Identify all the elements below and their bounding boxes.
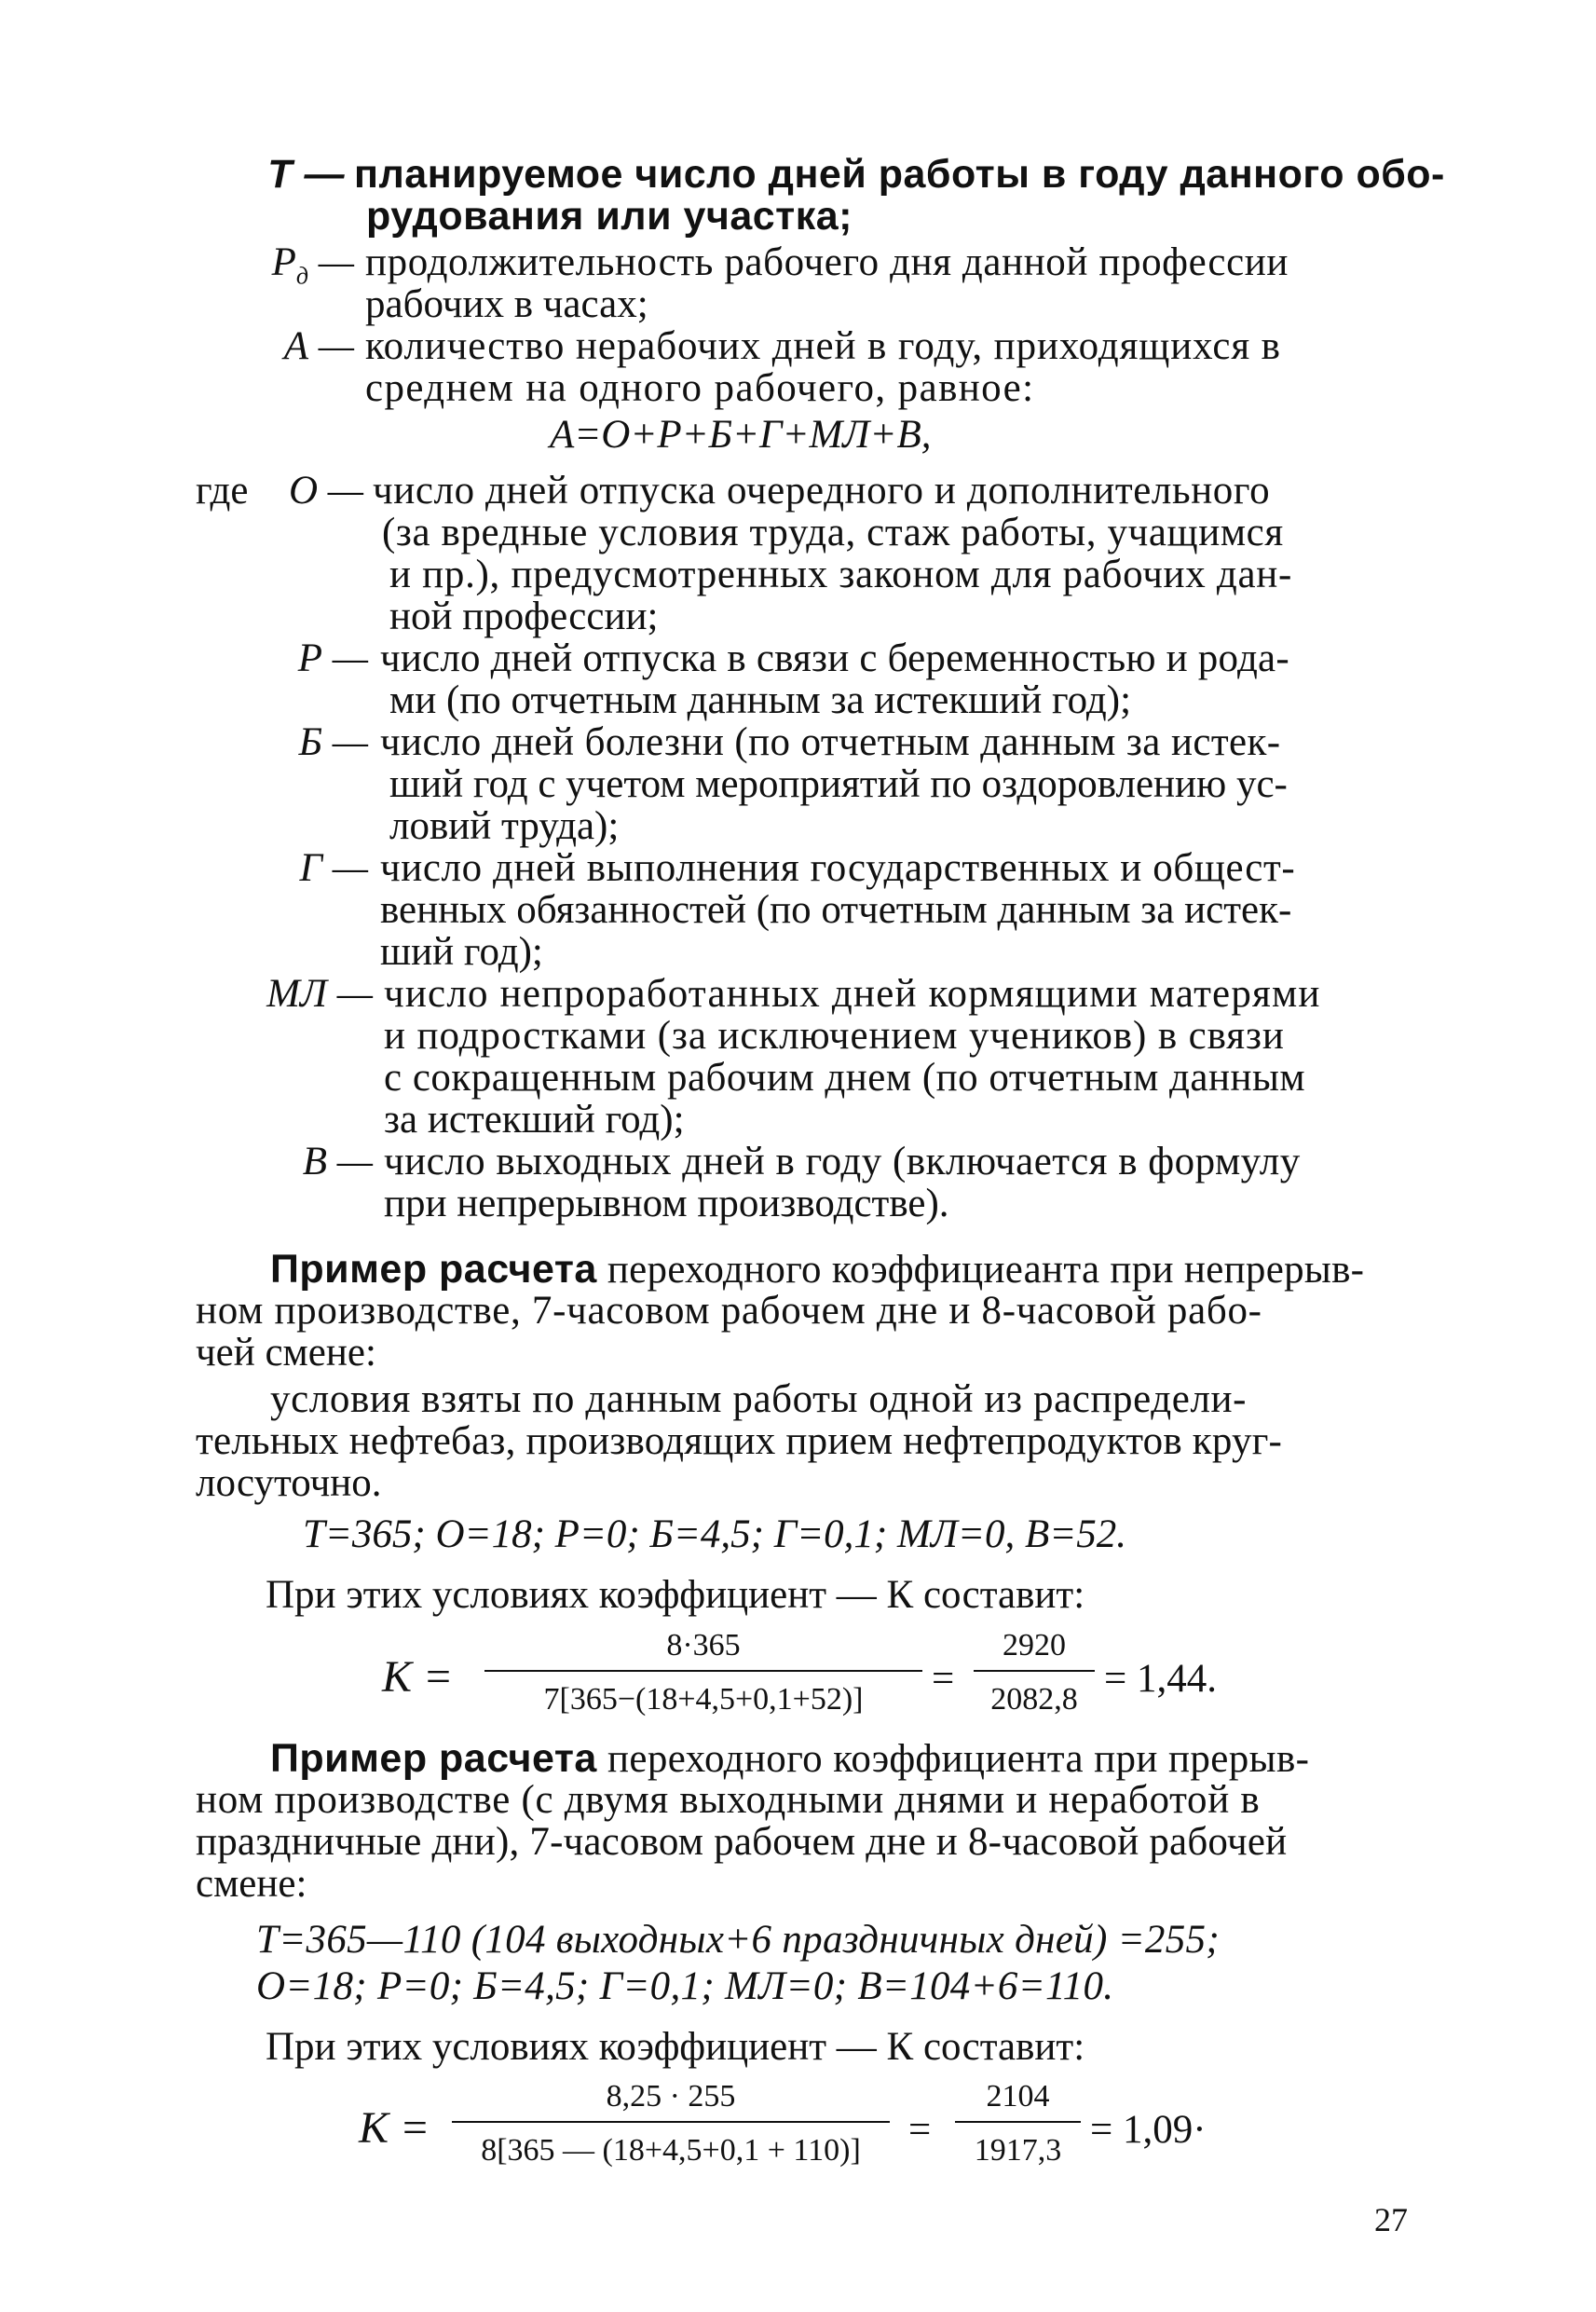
definition-P-line-1: число дней отпуска в связи с беременностью и рода- (380, 636, 1289, 680)
example1-heading: Пример расчета (270, 1247, 597, 1292)
symbol-T (252, 154, 345, 195)
symbol-P (252, 638, 368, 679)
example2-fraction-2 (955, 2076, 1081, 2174)
symbol-text: Б (298, 720, 323, 764)
symbol-dash: — (322, 636, 368, 680)
symbol-ML (233, 974, 373, 1015)
example2-fraction-bar-1 (452, 2121, 890, 2123)
symbol-O (252, 471, 363, 512)
definition-Ve-line-1: число выходных дней в году (включается в формулу (384, 1140, 1301, 1183)
example1-k-symbol: К = (382, 1652, 454, 1702)
definition-ML-line-3: с сокращенным рабочим днем (по отчетным данным (384, 1056, 1306, 1100)
symbol-text: Р (271, 240, 296, 284)
symbol-dash: — (327, 1140, 373, 1183)
symbol-Pd (252, 242, 354, 297)
symbol-text: А (283, 324, 309, 368)
symbol-dash: — (308, 240, 354, 284)
definition-G-line-3: ший год); (380, 930, 543, 974)
symbol-text: МЛ (266, 972, 328, 1016)
example1-cond-line-2: тельных нефтебаз, производящих прием нефтепродуктов круг- (196, 1419, 1283, 1463)
definition-Be-line-3: ловий труда); (389, 804, 620, 848)
example2-line-4: смене: (196, 1862, 307, 1906)
example2-line-2: ном производстве (с двумя выходными днями и неработой в (196, 1778, 1261, 1822)
example2-fraction-1 (452, 2076, 890, 2174)
example2-k-symbol: К = (359, 2103, 430, 2153)
example2-equals: = (908, 2108, 932, 2152)
symbol-dash: — (327, 972, 373, 1016)
example2-line-1 (270, 1738, 1309, 1780)
symbol-text: О (288, 469, 319, 513)
example1-fraction-2 (974, 1625, 1095, 1723)
definition-P-line-2: ми (по отчетным данным за истекший год); (389, 678, 1132, 722)
definition-Be-line-1: число дней болезни (по отчетным данным за истек- (380, 720, 1281, 764)
example2-denominator-2: 1917,3 (974, 2133, 1062, 2168)
definition-T-line-1: планируемое число дней работы в году данного обо- (354, 152, 1445, 197)
example1-denominator-2: 2082,8 (990, 1682, 1078, 1717)
example1-fraction-bar-1 (484, 1670, 922, 1672)
definition-Pd-line-2: рабочих в часах; (365, 282, 648, 326)
symbol-subscript: д (295, 262, 309, 290)
definition-Be-line-2: ший год с учетом мероприятий по оздоровлению ус- (389, 762, 1288, 806)
example1-denominator-1: 7[365−(18+4,5+0,1+52)] (543, 1682, 864, 1717)
example1-k-intro: При этих условиях коэффициент — К составит: (266, 1573, 1085, 1617)
example2-values-line-1: Т=365—110 (104 выходных+6 праздничных дней) =255; (256, 1918, 1220, 1962)
example2-values-line-2: О=18; Р=0; Б=4,5; Г=0,1; МЛ=0; В=104+6=110. (256, 1964, 1114, 2008)
example1-result: = 1,44. (1104, 1657, 1218, 1701)
symbol-text: Т (267, 152, 293, 197)
symbol-G (252, 848, 368, 889)
example1-line-1-text: переходного коэффициеанта при непрерыв- (596, 1248, 1365, 1292)
definition-Pd-line-1: продолжительность рабочего дня данной профессии (365, 240, 1289, 284)
example2-numerator-1: 8,25 · 255 (606, 2079, 736, 2114)
example2-result: = 1,09· (1090, 2108, 1207, 2152)
definition-O-line-2: (за вредные условия труда, стаж работы, учащимся (382, 511, 1284, 554)
symbol-text: Г (299, 846, 323, 890)
example2-line-1-text: переходного коэффициента при прерыв- (596, 1737, 1310, 1781)
definition-Ve-line-2: при непрерывном производстве). (384, 1182, 949, 1225)
symbol-dash: — (308, 324, 354, 368)
definition-O-line-3: и пр.), предусмотренных законом для рабочих дан- (389, 553, 1292, 596)
example2-line-3: праздничные дни), 7-часовом рабочем дне и 8-часовой рабочей (196, 1820, 1288, 1864)
symbol-dash: — (322, 720, 368, 764)
example2-denominator-1: 8[365 — (18+4,5+0,1 + 110)] (481, 2133, 861, 2168)
symbol-dash: — (293, 152, 345, 197)
definition-ML-line-4: за истекший год); (384, 1098, 685, 1142)
example1-cond-line-1: условия взяты по данным работы одной из распредели- (270, 1377, 1248, 1421)
example1-line-2: ном производстве, 7-часовом рабочем дне и 8-часовой рабо- (196, 1289, 1262, 1333)
example1-equals: = (932, 1657, 955, 1701)
example1-numerator-1: 8·365 (666, 1628, 741, 1662)
symbol-dash: — (322, 846, 368, 890)
symbol-dash: — (318, 469, 363, 513)
definition-G-line-2: венных обязанностей (по отчетным данным за истек- (380, 888, 1292, 932)
example1-line-1 (270, 1249, 1364, 1291)
definition-T-line-2: рудования или участка; (366, 194, 853, 239)
symbol-text: В (302, 1140, 328, 1183)
symbol-Ve (252, 1142, 373, 1183)
example1-fraction-bar-2 (974, 1670, 1095, 1672)
example2-k-intro: При этих условиях коэффициент — К составит: (266, 2025, 1085, 2069)
symbol-text: Р (297, 636, 323, 680)
page-number: 27 (1374, 2201, 1408, 2238)
example1-cond-line-3: лосуточно. (196, 1461, 382, 1505)
example1-fraction-1 (484, 1625, 922, 1723)
definition-ML-line-1: число непроработанных дней кормящими матерями (384, 972, 1321, 1016)
definition-A-line-1: количество нерабочих дней в году, приходящихся в (365, 324, 1281, 368)
example1-line-3: чей смене: (196, 1331, 376, 1375)
definition-O-line-1: число дней отпуска очередного и дополнительного (373, 469, 1271, 513)
where-label: где (196, 469, 249, 513)
symbol-Be (252, 722, 368, 763)
definition-G-line-1: число дней выполнения государственных и общест- (380, 846, 1296, 890)
symbol-A (252, 326, 354, 367)
example2-heading: Пример расчета (270, 1736, 597, 1781)
definition-A-line-2: среднем на одного рабочего, равное: (365, 366, 1035, 410)
example2-numerator-2: 2104 (986, 2079, 1050, 2114)
example1-numerator-2: 2920 (1003, 1628, 1066, 1662)
example2-fraction-bar-2 (955, 2121, 1081, 2123)
example1-values: Т=365; О=18; Р=0; Б=4,5; Г=0,1; МЛ=0, В=52. (303, 1512, 1126, 1556)
formula-A: А=О+Р+Б+Г+МЛ+В, (550, 413, 932, 457)
definition-ML-line-2: и подростками (за исключением учеников) в связи (384, 1014, 1285, 1058)
definition-O-line-4: ной профессии; (389, 595, 659, 638)
